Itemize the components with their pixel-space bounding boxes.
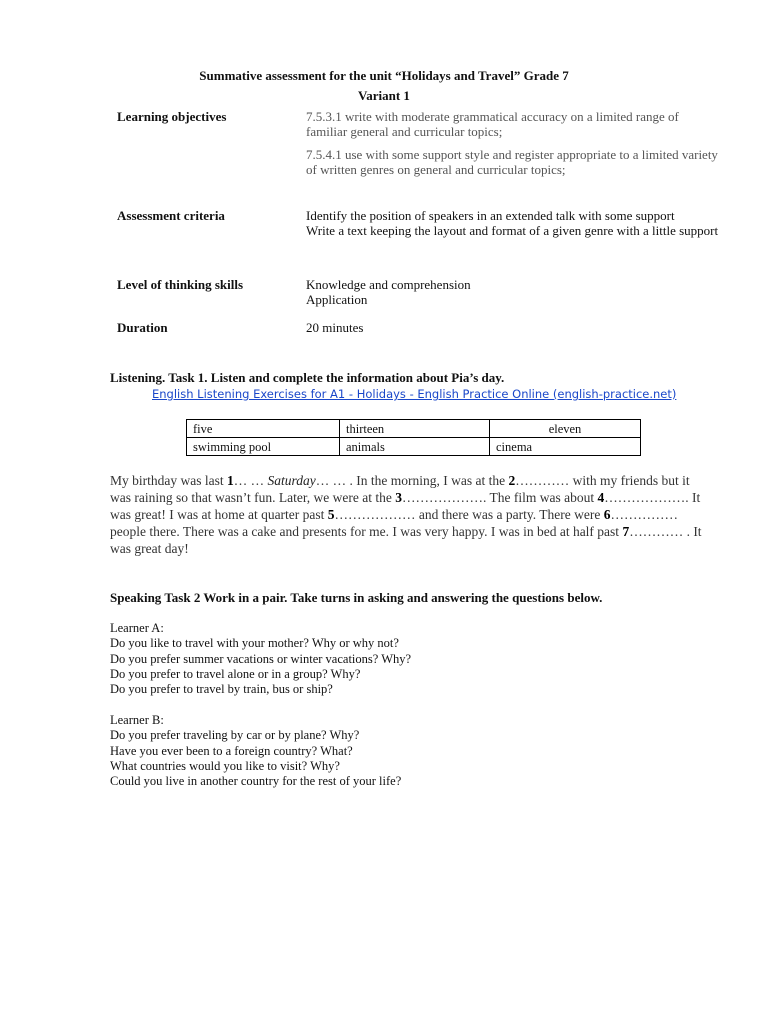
gap-number: 6 xyxy=(603,507,611,522)
learner-b-label: Learner B: xyxy=(110,713,164,727)
question-item: Do you like to travel with your mother? Why or why not? xyxy=(110,636,399,651)
gap-text-segment: The film was about xyxy=(486,490,598,505)
gap-number: 4 xyxy=(597,490,605,505)
criteria-2: Write a text keeping the layout and format of a given genre with a little support xyxy=(306,223,719,238)
gap-number: 5 xyxy=(327,507,335,522)
word-cell: eleven xyxy=(490,420,641,438)
thinking-value xyxy=(306,277,721,307)
gap-text-segment: My birthday was last xyxy=(110,473,227,488)
gap-number: 2 xyxy=(508,473,516,488)
listening-heading: Listening. Task 1. Listen and complete the information about Pia’s day. xyxy=(110,370,505,385)
objective-2: 7.5.4.1 use with some support style and register appropriate to a limited variety of written genres on general and curricular topics; xyxy=(306,147,718,177)
question-item: Do you prefer to travel by train, bus or ship? xyxy=(110,682,333,697)
question-item: Could you live in another country for the rest of your life? xyxy=(110,774,402,789)
gap-blank: ………… xyxy=(515,473,570,488)
gap-text-segment: It was great day! xyxy=(110,524,702,556)
gap-text-segment: It was great! I was at home at quarter past xyxy=(110,490,701,522)
gap-blank: ……………… xyxy=(334,507,416,522)
gap-blank: … … xyxy=(233,473,265,488)
variant-label: Variant 1 xyxy=(358,88,410,103)
table-row xyxy=(187,438,641,456)
gap-blank: ………………. xyxy=(604,490,689,505)
gap-fill-text xyxy=(110,472,712,557)
word-cell: cinema xyxy=(490,438,641,456)
word-cell: animals xyxy=(340,438,490,456)
gap-number: 7 xyxy=(622,524,630,539)
word-cell: five xyxy=(187,420,340,438)
gap-blank: ………… . xyxy=(629,524,690,539)
thinking-label: Level of thinking skills xyxy=(117,277,244,292)
gap-blank: ………………. xyxy=(402,490,487,505)
learner-a-block xyxy=(110,621,710,697)
gap-text-segment: and there was a party. There were xyxy=(415,507,604,522)
criteria-1: Identify the position of speakers in an extended talk with some support xyxy=(306,208,675,223)
gap-number: 3 xyxy=(395,490,402,505)
gap-text-segment: with my friends but it was raining so that wasn’t fun. Later, we were at the xyxy=(110,473,690,505)
criteria-value xyxy=(306,208,721,238)
gap-blank: … … . xyxy=(315,473,353,488)
gap-text-segment: people there. There was a cake and presents for me. I was very happy. I was in bed at half past xyxy=(110,524,623,539)
speaking-heading: Speaking Task 2 Work in a pair. Take turns in asking and answering the questions below. xyxy=(110,590,603,605)
word-cell: thirteen xyxy=(340,420,490,438)
gap-example-answer: Saturday xyxy=(267,473,316,488)
duration-value: 20 minutes xyxy=(306,320,364,335)
question-item: Do you prefer summer vacations or winter vacations? Why? xyxy=(110,651,412,666)
word-box-table xyxy=(186,419,641,456)
objectives-label: Learning objectives xyxy=(117,109,227,124)
duration-label: Duration xyxy=(117,320,168,335)
learner-b-block xyxy=(110,713,710,789)
question-item: Do you prefer to travel alone or in a group? Why? xyxy=(110,666,361,681)
thinking-2: Application xyxy=(306,292,368,307)
question-item: Have you ever been to a foreign country? What? xyxy=(110,743,353,758)
gap-number: 1 xyxy=(227,473,234,488)
listening-exercise-link[interactable]: English Listening Exercises for A1 - Holidays - English Practice Online (english-practice.net) xyxy=(152,387,677,401)
gap-blank: …………… xyxy=(610,507,678,522)
question-item: What countries would you like to visit? Why? xyxy=(110,758,340,773)
objective-1: 7.5.3.1 write with moderate grammatical accuracy on a limited range of familiar general and curricular topics; xyxy=(306,109,679,139)
word-cell: swimming pool xyxy=(187,438,340,456)
question-item: Do you prefer traveling by car or by plane? Why? xyxy=(110,728,360,743)
objectives-value xyxy=(306,109,721,185)
gap-text-segment: In the morning, I was at the xyxy=(352,473,509,488)
learner-a-label: Learner A: xyxy=(110,621,164,635)
criteria-label: Assessment criteria xyxy=(117,208,225,223)
thinking-1: Knowledge and comprehension xyxy=(306,277,471,292)
table-row xyxy=(187,420,641,438)
document-title: Summative assessment for the unit “Holidays and Travel” Grade 7 xyxy=(199,68,569,83)
